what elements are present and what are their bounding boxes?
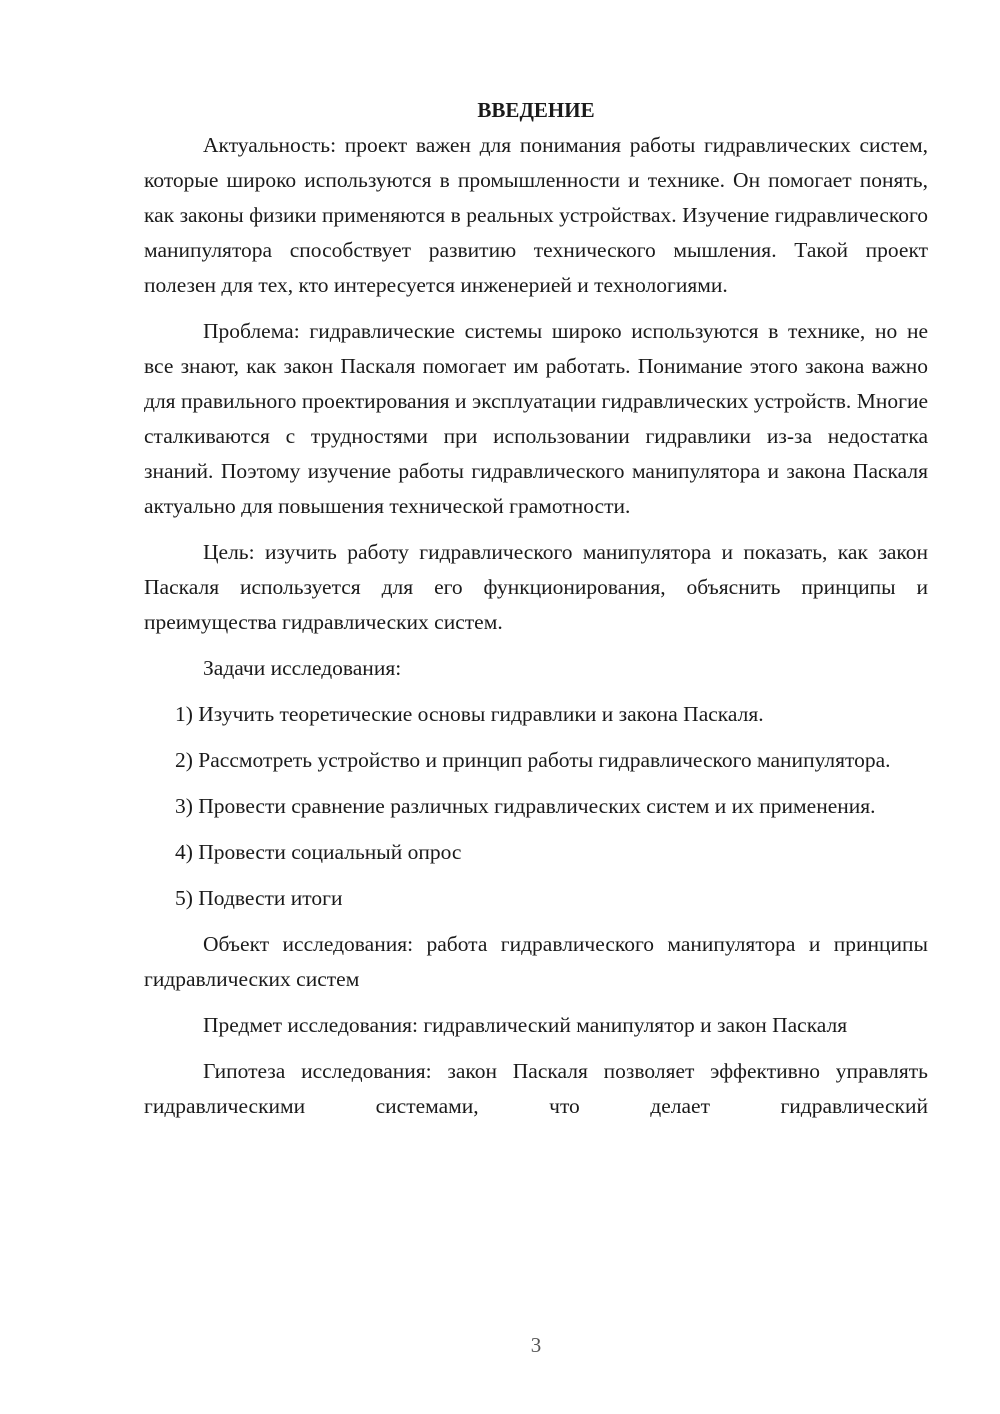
page-title: ВВЕДЕНИЕ (477, 98, 595, 122)
page-content (144, 92, 928, 1135)
subject-paragraph: Предмет исследования: гидравлический манипулятор и закон Паскаля (203, 1013, 848, 1037)
problem-paragraph: Проблема: гидравлические системы широко используются в технике, но не все знают, как закон Паскаля помогает им работать. Понимание этого закона важно для правильного проектирования и эксплуатации гидравлических устройств. Многие сталкиваются с трудностями при использовании гидравлики из-за недостатка знаний. Поэтому изучение работы гидравлического манипулятора и закона Паскаля актуально для повышения технической грамотности. (144, 319, 928, 518)
object-paragraph: Объект исследования: работа гидравлического манипулятора и принципы гидравлических систем (144, 932, 928, 991)
task-item-5: 5) Подвести итоги (175, 886, 343, 910)
task-item-2: 2) Рассмотреть устройство и принцип работы гидравлического манипулятора. (175, 748, 891, 772)
hypothesis-paragraph: Гипотеза исследования: закон Паскаля позволяет эффективно управлять гидравлическими системами, что делает гидравлический (144, 1059, 928, 1118)
relevance-paragraph: Актуальность: проект важен для понимания работы гидравлических систем, которые широко используются в промышленности и технике. Он помогает понять, как законы физики применяются в реальных устройствах. Изучение гидравлического манипулятора способствует развитию технического мышления. Такой проект полезен для тех, кто интересуется инженерией и технологиями. (144, 133, 928, 297)
goal-paragraph: Цель: изучить работу гидравлического манипулятора и показать, как закон Паскаля используется для его функционирования, объяснить принципы и преимущества гидравлических систем. (144, 540, 928, 634)
tasks-heading: Задачи исследования: (203, 656, 402, 680)
task-item-1: 1) Изучить теоретические основы гидравлики и закона Паскаля. (175, 702, 764, 726)
task-item-3: 3) Провести сравнение различных гидравлических систем и их применения. (175, 794, 876, 818)
task-item-4: 4) Провести социальный опрос (175, 840, 462, 864)
page-number: 3 (530, 1333, 542, 1357)
